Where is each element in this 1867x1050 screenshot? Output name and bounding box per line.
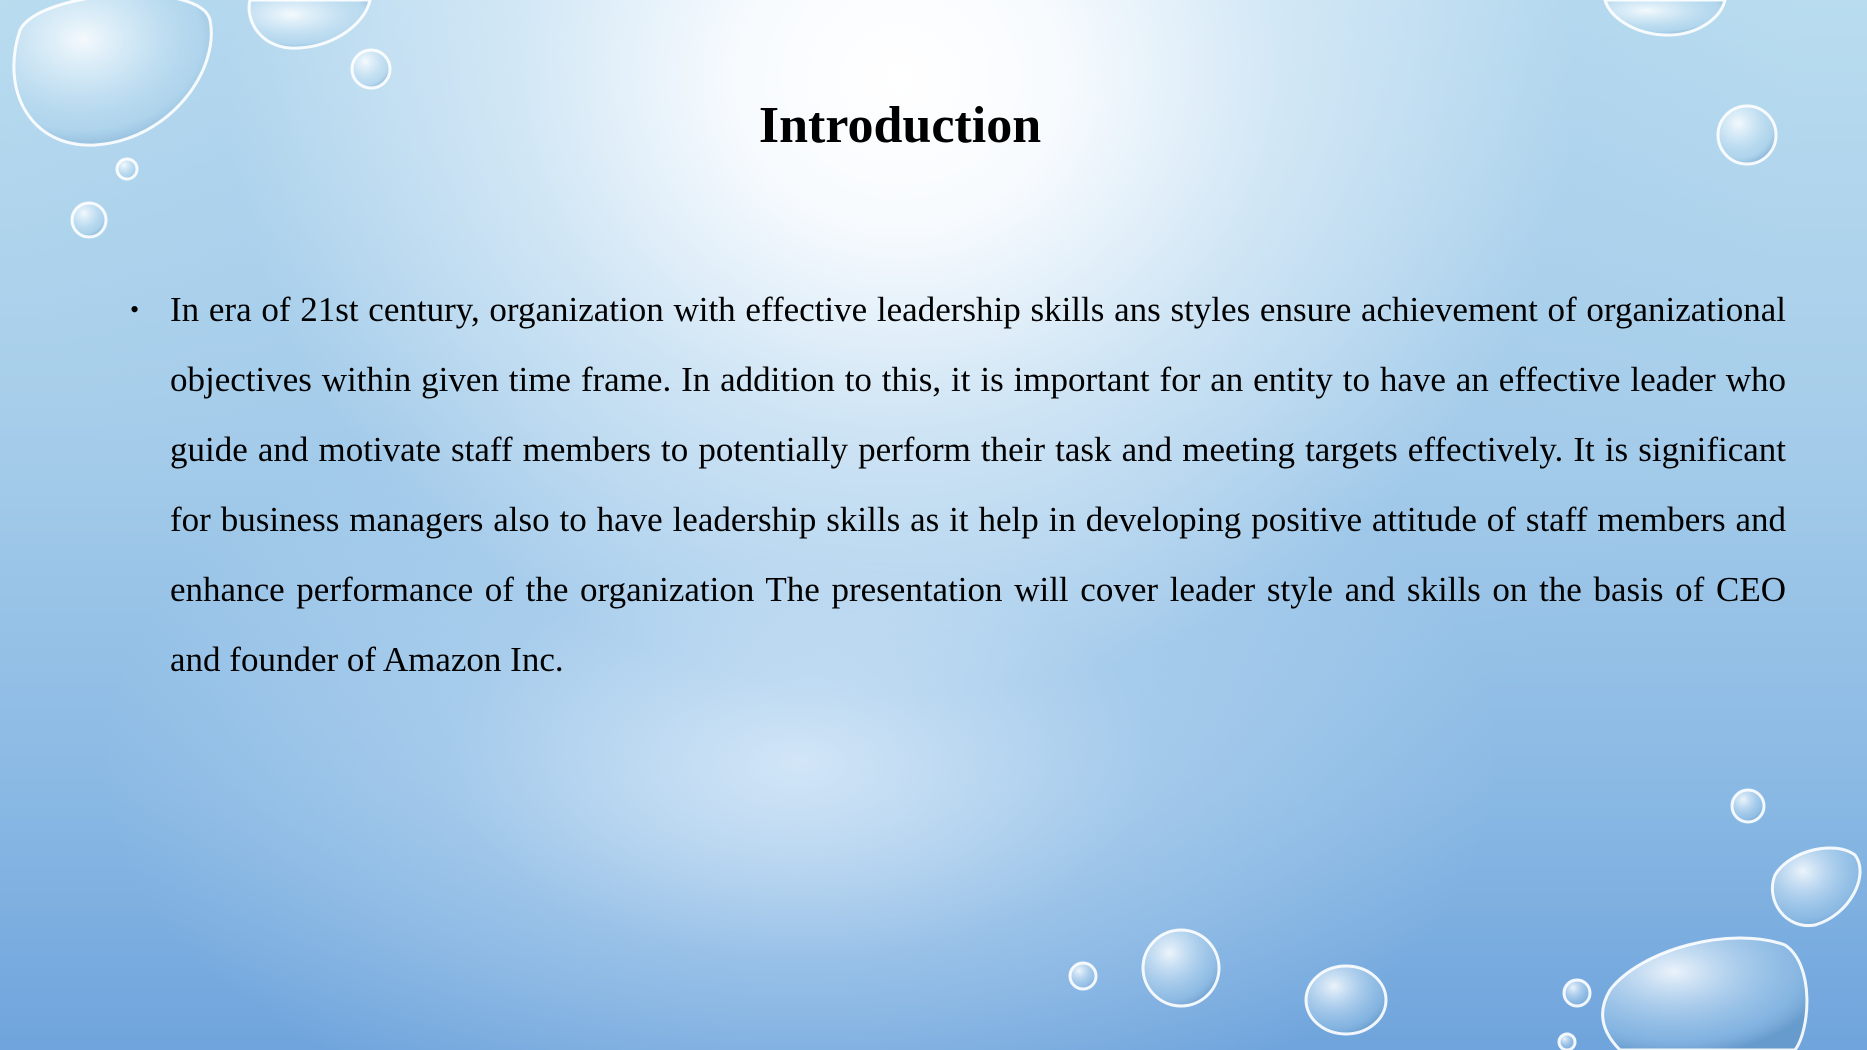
droplet bbox=[1559, 1034, 1575, 1050]
droplet bbox=[1143, 930, 1219, 1006]
droplet bbox=[1605, 0, 1725, 35]
droplet bbox=[1732, 790, 1764, 822]
droplet bbox=[249, 0, 370, 48]
bullet-text: In era of 21st century, organization with effective leadership skills ans styles ensure achievement of organizational objectives within given time frame. In addition to this, it is important for an entity to have an effective leader who guide and motivate staff members to potentially perform their task and meeting targets effectively. It is significant for business managers also to have leadership skills as it help in developing positive attitude of staff members and enhance performance of the organization The presentation will cover leader style and skills on the basis of CEO and founder of Amazon Inc. bbox=[170, 290, 1786, 679]
droplet bbox=[1306, 966, 1386, 1034]
slide-title: Introduction bbox=[758, 97, 1042, 154]
bullet-icon: • bbox=[130, 295, 140, 324]
droplet bbox=[352, 50, 390, 88]
droplet bbox=[117, 159, 137, 179]
bullet-item bbox=[130, 275, 1786, 695]
droplet bbox=[72, 203, 106, 237]
droplet bbox=[1772, 848, 1860, 926]
droplet bbox=[1070, 963, 1096, 989]
droplet bbox=[1564, 980, 1590, 1006]
droplet bbox=[1603, 938, 1807, 1050]
bullet-list bbox=[130, 275, 1786, 695]
